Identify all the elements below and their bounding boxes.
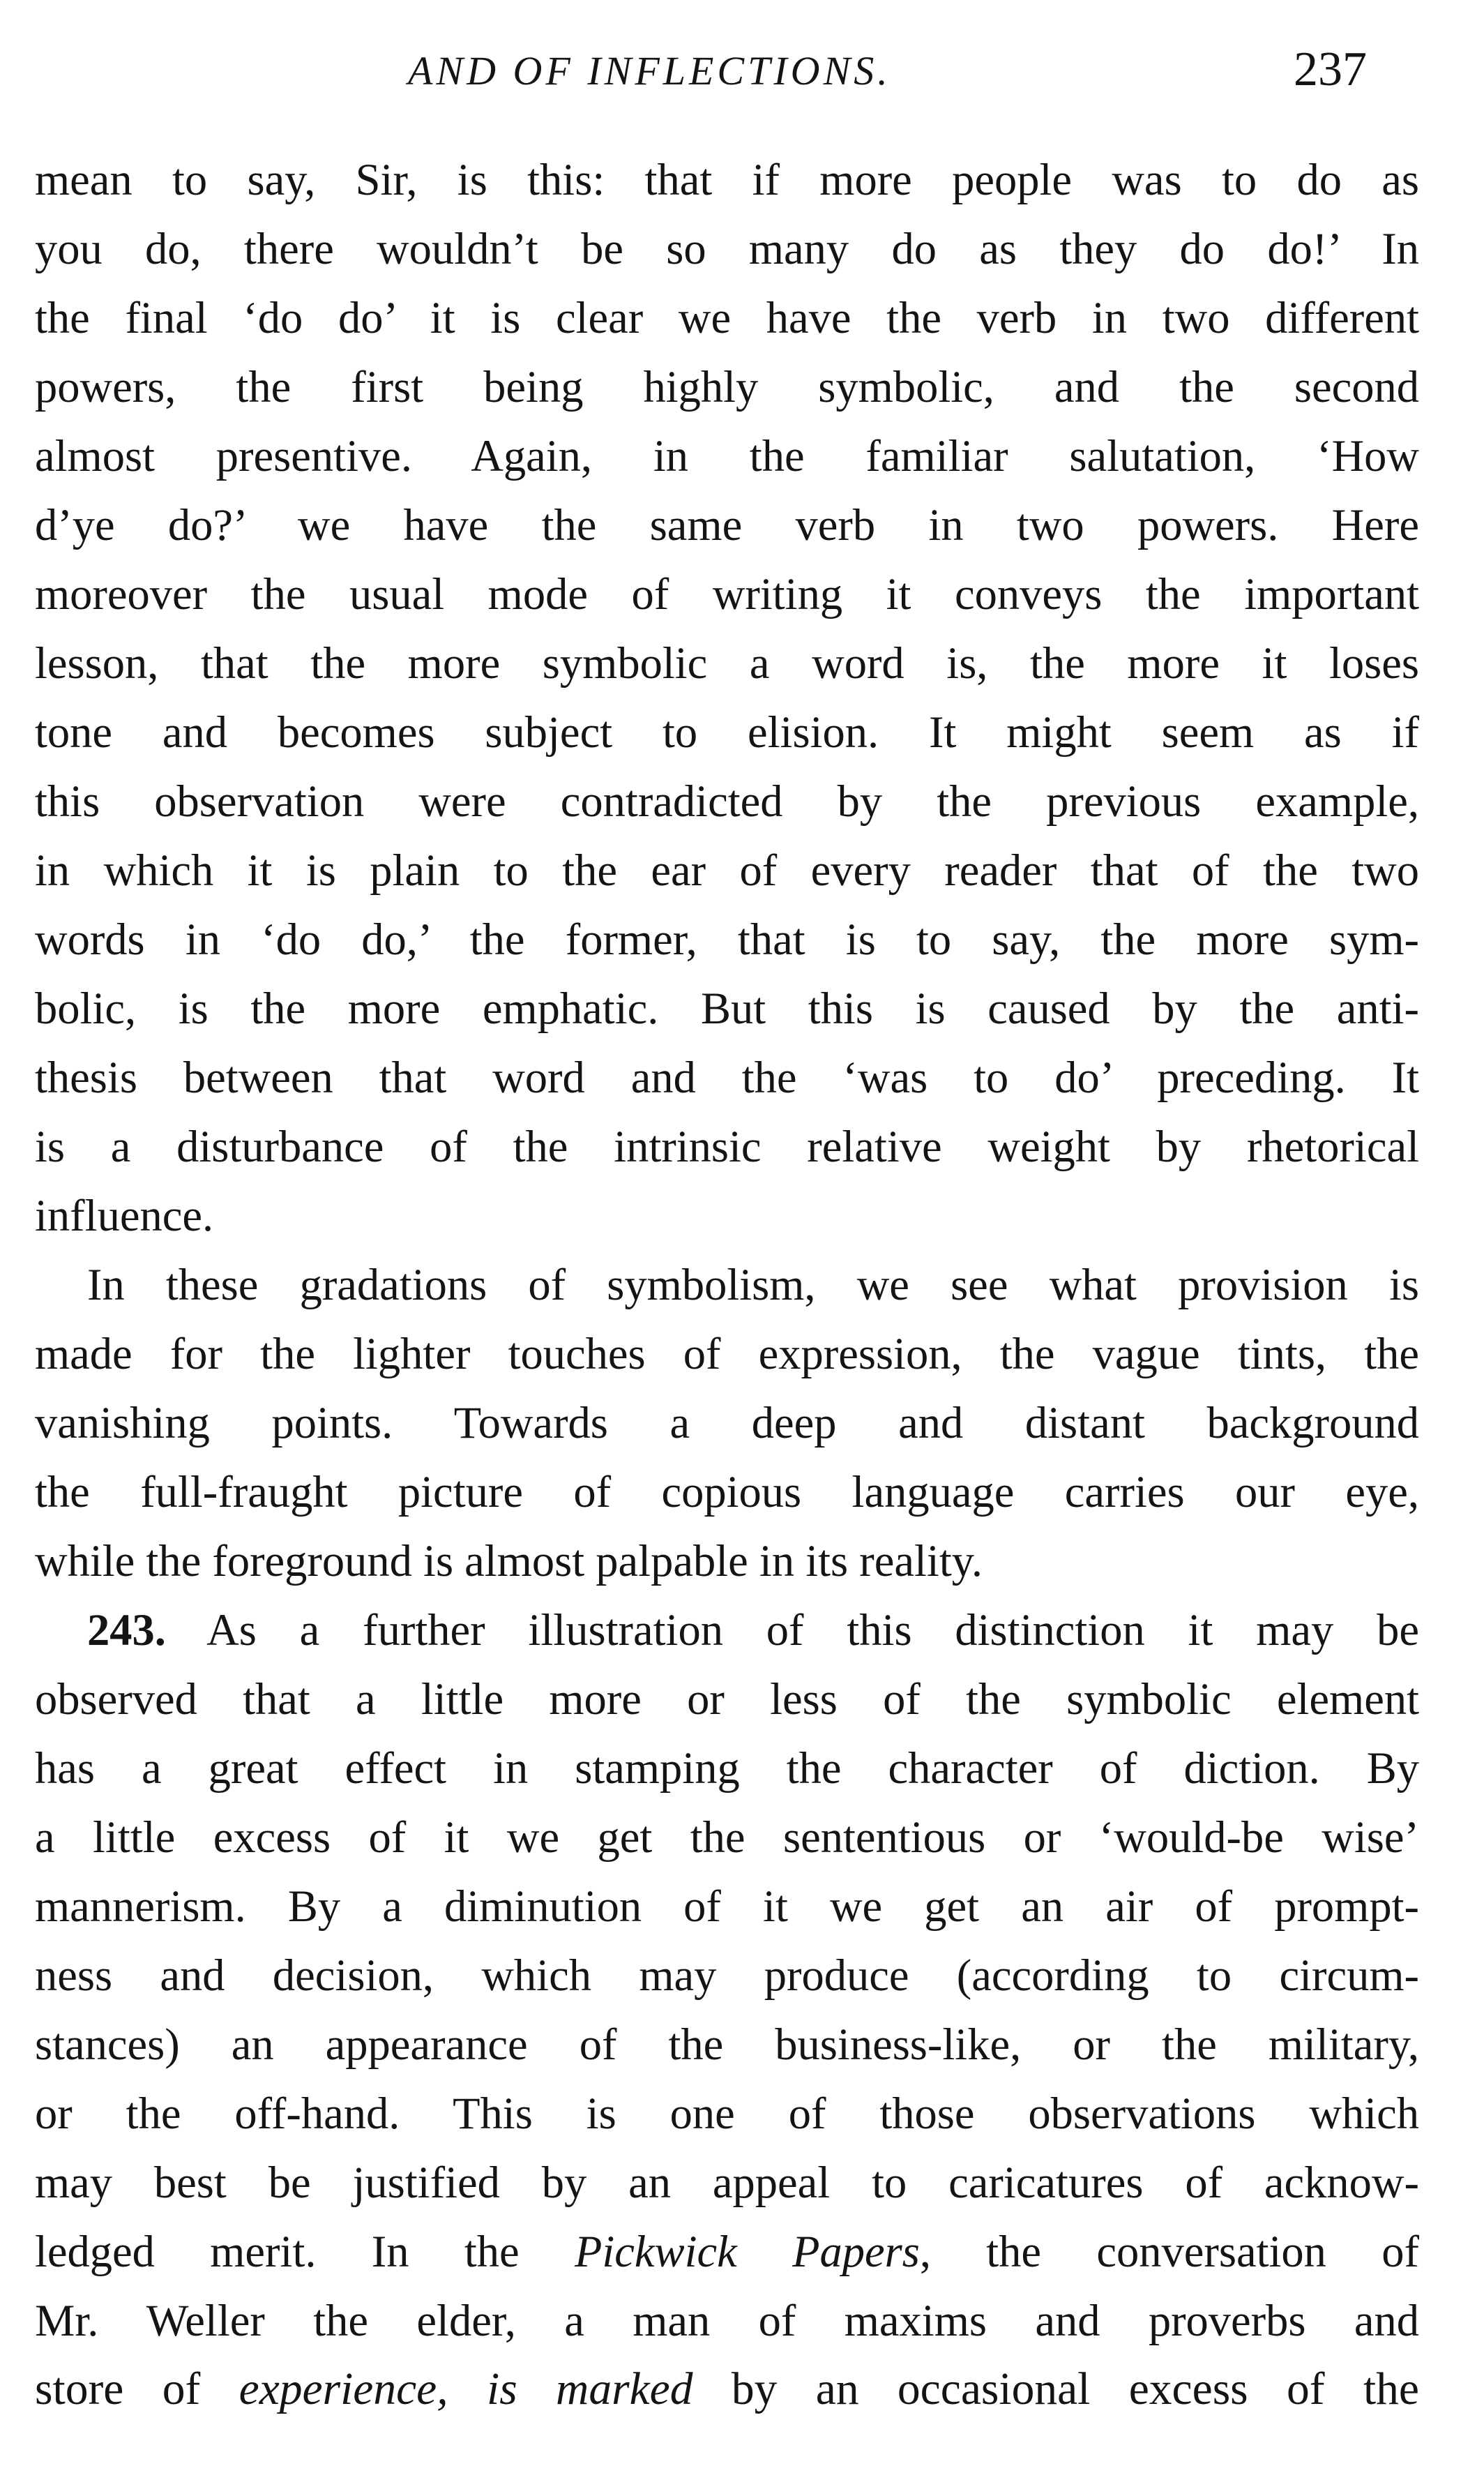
section-number: 243. xyxy=(87,1605,166,1655)
text-line xyxy=(35,1595,1419,1664)
text-run: is a disturbance of the intrinsic relative weight by rhetorical xyxy=(35,1122,1419,1171)
text-run: store of xyxy=(35,2364,239,2414)
text-run: vanishing points. Towards a deep and distant background xyxy=(35,1398,1419,1448)
text-run: mannerism. By a diminution of it we get an air of prompt- xyxy=(35,1881,1419,1931)
text-run: As a further illustration of this distinction it may be xyxy=(165,1605,1419,1655)
text-run: tone and becomes subject to elision. It might seem as if xyxy=(35,707,1419,757)
text-line xyxy=(35,421,1419,490)
text-run: may best be justified by an appeal to caricatures of acknow- xyxy=(35,2158,1419,2207)
body-text xyxy=(35,145,1419,2424)
text-run: observed that a little more or less of the symbolic element xyxy=(35,1674,1419,1724)
text-line xyxy=(35,1043,1419,1112)
text-run: in which it is plain to the ear of every reader that of the two xyxy=(35,845,1419,895)
text-line xyxy=(35,1734,1419,1803)
text-line xyxy=(35,1457,1419,1526)
text-run: you do, there wouldn’t be so many do as they do do!’ In xyxy=(35,224,1419,273)
text-run: bolic, is the more emphatic. But this is caused by the anti- xyxy=(35,984,1419,1033)
italic-text: experience, is marked xyxy=(238,2364,693,2414)
italic-text: Pickwick Papers xyxy=(574,2227,920,2276)
text-run: words in ‘do do,’ the former, that is to say, the more sym- xyxy=(35,915,1419,964)
running-title: AND OF INFLECTIONS. xyxy=(408,48,891,93)
text-line xyxy=(35,1803,1419,1872)
text-run: influence. xyxy=(35,1191,214,1240)
text-run: powers, the first being highly symbolic, and the second xyxy=(35,362,1419,412)
text-run: this observation were contradicted by the previous example, xyxy=(35,776,1419,826)
paragraph xyxy=(35,1595,1419,2424)
text-run: , the conversation of xyxy=(919,2227,1419,2276)
text-line xyxy=(35,1664,1419,1734)
text-line xyxy=(35,698,1419,767)
text-line xyxy=(35,1388,1419,1457)
text-run: by an occasional excess of the xyxy=(692,2364,1419,2414)
text-run: moreover the usual mode of writing it conveys the important xyxy=(35,569,1419,619)
text-run: d’ye do?’ we have the same verb in two powers. Here xyxy=(35,500,1419,550)
text-run: In these gradations of symbolism, we see what provision is xyxy=(87,1260,1419,1309)
text-line xyxy=(35,1526,1419,1595)
text-run: while the foreground is almost palpable in its reality. xyxy=(35,1536,983,1586)
text-line xyxy=(35,490,1419,559)
text-run: Mr. Weller the elder, a man of maxims and proverbs and xyxy=(35,2296,1419,2345)
paragraph xyxy=(35,145,1419,1250)
text-line xyxy=(35,629,1419,698)
text-line xyxy=(35,1112,1419,1181)
text-run: the final ‘do do’ it is clear we have the verb in two different xyxy=(35,293,1419,343)
running-header xyxy=(0,42,1484,119)
text-run: almost presentive. Again, in the familiar salutation, ‘How xyxy=(35,431,1419,481)
text-run: stances) an appearance of the business-like, or the military, xyxy=(35,2020,1419,2069)
text-run: the full-fraught picture of copious language carries our eye, xyxy=(35,1467,1419,1517)
text-run: has a great effect in stamping the character of diction. By xyxy=(35,1743,1419,1793)
text-line xyxy=(35,283,1419,352)
text-run: thesis between that word and the ‘was to do’ preceding. It xyxy=(35,1053,1419,1102)
text-run: lesson, that the more symbolic a word is, the more it loses xyxy=(35,638,1419,688)
text-line xyxy=(35,352,1419,421)
text-line xyxy=(35,1319,1419,1388)
text-line xyxy=(35,2148,1419,2217)
page-number: 237 xyxy=(1294,43,1367,96)
text-line xyxy=(35,974,1419,1043)
text-line xyxy=(35,836,1419,905)
text-line xyxy=(35,2217,1419,2286)
text-run: or the off-hand. This is one of those observations which xyxy=(35,2089,1419,2138)
text-line xyxy=(35,1181,1419,1250)
text-run: ness and decision, which may produce (according to circum- xyxy=(35,1950,1419,2000)
text-line xyxy=(35,767,1419,836)
text-line xyxy=(35,214,1419,283)
text-line xyxy=(35,2010,1419,2079)
text-line xyxy=(35,2079,1419,2148)
text-line xyxy=(35,145,1419,214)
text-line xyxy=(35,1250,1419,1319)
text-line xyxy=(35,1941,1419,2010)
text-line xyxy=(35,559,1419,629)
text-line xyxy=(35,2355,1419,2424)
text-line xyxy=(35,2286,1419,2355)
text-line xyxy=(35,905,1419,974)
text-run: made for the lighter touches of expression, the vague tints, the xyxy=(35,1329,1419,1378)
paragraph xyxy=(35,1250,1419,1595)
text-run: mean to say, Sir, is this: that if more people was to do as xyxy=(35,155,1419,204)
text-run: ledged merit. In the xyxy=(35,2227,575,2276)
text-line xyxy=(35,1872,1419,1941)
text-run: a little excess of it we get the sententious or ‘would-be wise’ xyxy=(35,1812,1419,1862)
